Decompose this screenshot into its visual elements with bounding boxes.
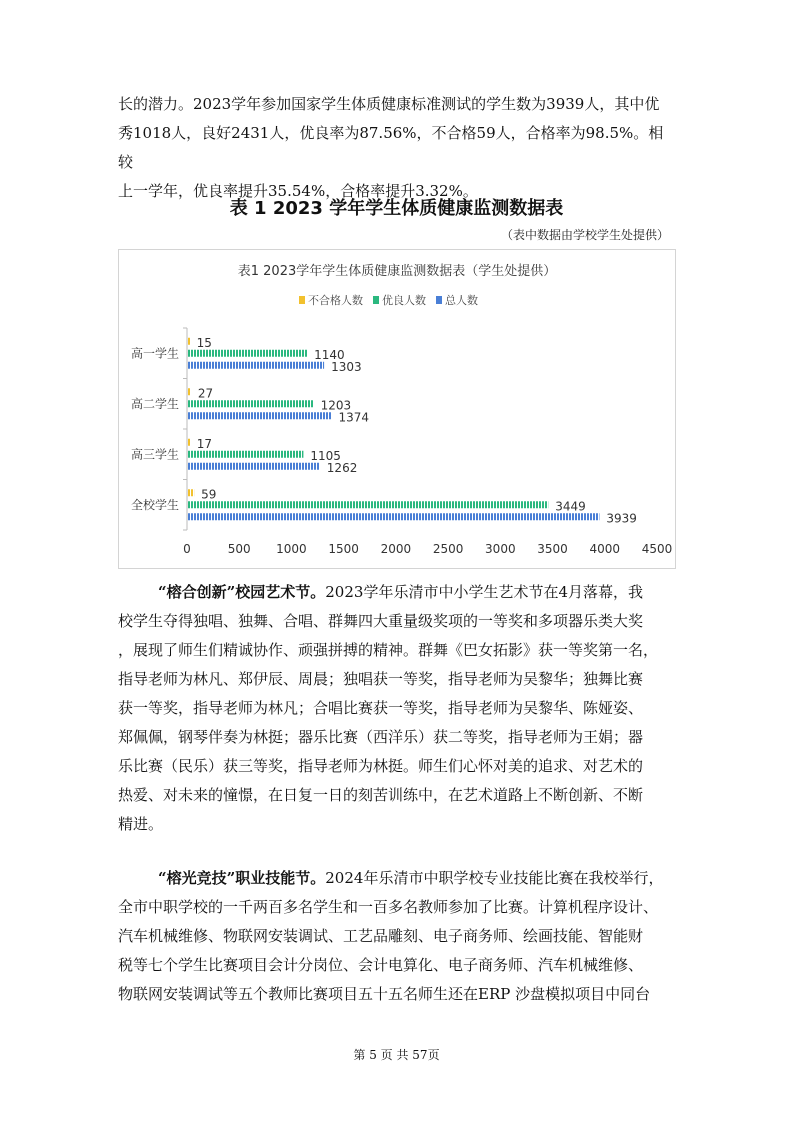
- bar-good: [188, 350, 307, 357]
- section-line: 校学生夺得独唱、独舞、合唱、群舞四大重量级奖项的一等奖和多项器乐类大奖: [118, 612, 644, 630]
- bar-chart: [119, 250, 675, 568]
- section-line: 获一等奖，指导老师为林凡；合唱比赛获一等奖，指导老师为吴黎华、陈娅姿、: [118, 699, 644, 717]
- table-source: （表中数据由学校学生处提供）: [500, 228, 669, 242]
- bar-good: [188, 451, 303, 458]
- data-label: 1203: [320, 398, 352, 413]
- category-label: 高二学生: [130, 396, 179, 411]
- section-heading: “榕合创新”校园艺术节。: [158, 583, 326, 601]
- section-line: 物联网安装调试等五个教师比赛项目五十五名师生还在ERP 沙盘模拟项目中同台: [118, 985, 651, 1003]
- section-text: 2024年乐清市中职学校专业技能比赛在我校举行，: [325, 869, 664, 887]
- page-footer: 第 5 页 共 57页: [353, 1048, 440, 1062]
- x-tick-label: 4000: [589, 542, 621, 556]
- bar-fail: [188, 439, 190, 446]
- bar-good: [188, 400, 314, 407]
- section-line: 全市中职学校的一千两百多名学生和一百多名教师参加了比赛。计算机程序设计、: [118, 898, 659, 916]
- section-line: 郑佩佩，钢琴伴奏为林挺；器乐比赛（西洋乐）获二等奖，指导老师为王娟；器: [118, 728, 644, 746]
- intro-line: 上一学年，优良率提升35.54%，合格率提升3.32%。: [118, 182, 478, 200]
- legend-label-good: 优良人数: [382, 294, 426, 307]
- x-tick-label: 0: [183, 542, 191, 556]
- section-line: 热爱、对未来的憧憬，在日复一日的刻苦训练中，在艺术道路上不断创新、不断: [118, 786, 644, 804]
- bar-fail: [188, 338, 190, 345]
- legend-label-total: 总人数: [445, 294, 478, 307]
- x-tick-label: 2500: [432, 542, 464, 556]
- intro-line: 秀1018人，良好2431人，优良率为87.56%，不合格59人，合格率为98.5%。相较: [118, 124, 664, 171]
- chart-container: [118, 249, 676, 569]
- x-tick-label: 1500: [328, 542, 359, 556]
- bar-good: [188, 501, 548, 508]
- data-label: 1374: [338, 410, 370, 425]
- category-label: 高三学生: [130, 447, 179, 462]
- section-line: ，展现了师生们精诚协作、顽强拼搏的精神。群舞《巴女拓影》获一等奖第一名，: [118, 641, 659, 659]
- data-label: 1105: [310, 448, 341, 463]
- section-text: 2023学年乐清市中小学生艺术节在4月落幕，我: [325, 583, 643, 601]
- bar-fail: [188, 489, 194, 496]
- section-art-festival: [118, 578, 678, 839]
- bar-fail: [188, 388, 191, 395]
- x-tick-label: 3000: [485, 542, 516, 556]
- intro-paragraph: [118, 90, 678, 206]
- bar-total: [188, 362, 324, 369]
- data-label: 15: [196, 335, 212, 350]
- section-line: 汽车机械维修、物联网安装调试、工艺品雕刻、电子商务师、绘画技能、智能财: [118, 927, 644, 945]
- data-label: 1262: [326, 460, 358, 475]
- x-tick-label: 2000: [380, 542, 412, 556]
- data-label: 1303: [331, 359, 362, 374]
- section-line: 精进。: [118, 815, 164, 833]
- x-tick-label: 1000: [276, 542, 307, 556]
- section-line: 税等七个学生比赛项目会计分岗位、会计电算化、电子商务师、汽车机械维修、: [118, 956, 644, 974]
- category-label: 高一学生: [130, 346, 179, 361]
- legend-label-fail: 不合格人数: [308, 294, 363, 307]
- category-label: 全校学生: [130, 497, 179, 512]
- x-tick-label: 4500: [641, 542, 673, 556]
- chart-title: 表1 2023学年学生体质健康监测数据表（学生处提供）: [237, 264, 557, 279]
- bar-total: [188, 412, 332, 419]
- data-label: 27: [197, 386, 214, 401]
- data-label: 1140: [314, 347, 345, 362]
- section-heading: “榕光竞技”职业技能节。: [158, 869, 326, 887]
- data-label: 17: [196, 436, 213, 451]
- intro-line: 长的潜力。2023学年参加国家学生体质健康标准测试的学生数为3939人，其中优: [118, 95, 660, 113]
- data-label: 3939: [606, 511, 637, 526]
- section-line: 指导老师为林凡、郑伊辰、周晨；独唱获一等奖，指导老师为吴黎华；独舞比赛: [118, 670, 644, 688]
- section-line: [118, 864, 678, 893]
- section-skills-festival: [118, 864, 678, 1009]
- section-line: [118, 578, 678, 607]
- bar-total: [188, 463, 320, 470]
- section-line: 乐比赛（民乐）获三等奖，指导老师为林挺。师生们心怀对美的追求、对艺术的: [118, 757, 644, 775]
- data-label: 3449: [555, 499, 586, 514]
- data-label: 59: [201, 487, 217, 502]
- x-tick-label: 500: [227, 542, 251, 556]
- bar-total: [188, 513, 599, 520]
- table-title: 表 1 2023 学年学生体质健康监测数据表: [229, 198, 564, 219]
- x-tick-label: 3500: [537, 542, 568, 556]
